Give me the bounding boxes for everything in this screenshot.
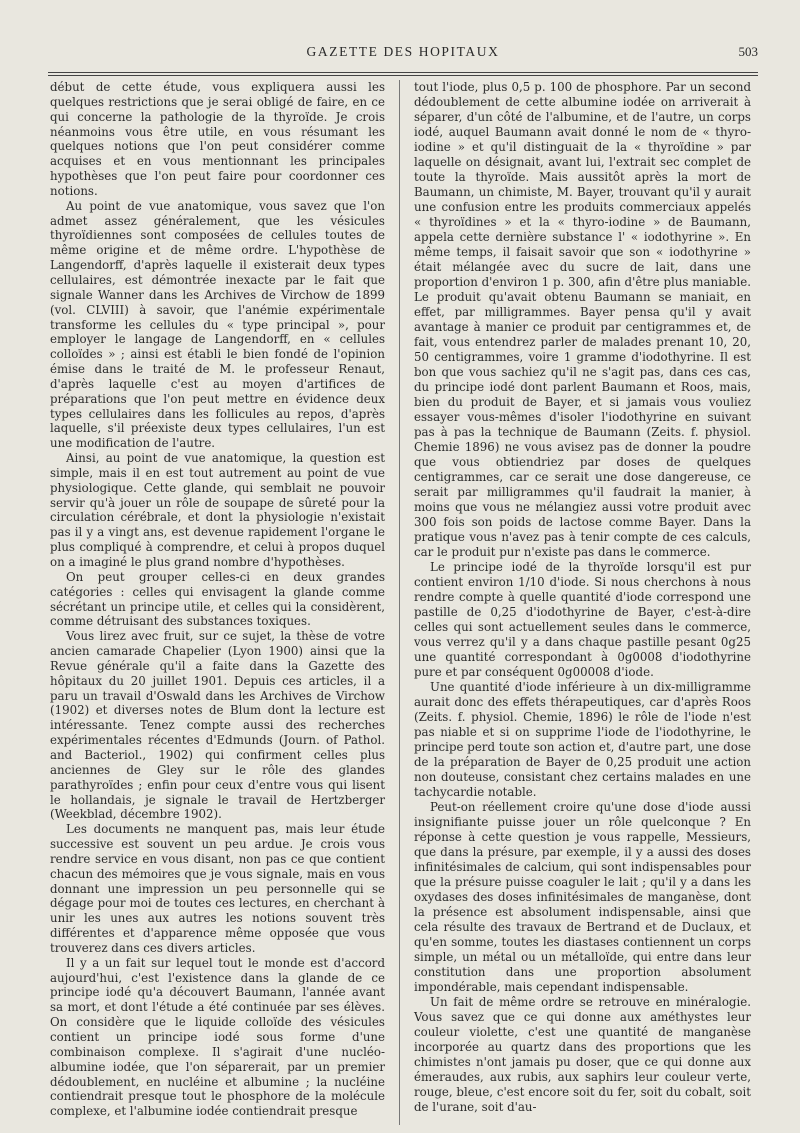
paragraph: On peut grouper celles-ci en deux grandes catégories : celles qui envisagent la glande comme sécrétant un principe utile, et celles qui la considèrent, comme détruisant des substances toxiques. — [50, 569, 385, 629]
journal-title: GAZETTE DES HOPITAUX — [306, 44, 500, 59]
left-column — [50, 80, 385, 1119]
paragraph: Un fait de même ordre se retrouve en minéralogie. Vous savez que ce qui donne aux améthystes leur couleur violette, c'est une quantité de manganèse incorporée au quartz dans des proportions que les chimistes n'ont jamais pu doser, que ce qui donne aux émeraudes, aux rubis, aux saphirs leur couleur verte, rouge, bleue, c'est encore soit du fer, soit du cobalt, soit de l'urane, soit d'au- — [414, 995, 751, 1114]
header-rule — [48, 72, 758, 76]
column-divider — [399, 80, 400, 1125]
paragraph: Peut-on réellement croire qu'une dose d'iode aussi insignifiante puisse jouer un rôle quelconque ? En réponse à cette question je vous rappelle, Messieurs, que dans la présure, par exemple, il y a aussi des doses infinitésimales de calcium, qui sont indispensables pour que la présure puisse coaguler le lait ; qu'il y a dans les oxydases des doses infinitésimales de manganèse, dont la présence est absolument indispensable, ainsi que cela résulte des travaux de Bertrand et de Duclaux, et qu'en somme, toutes les diastases contiennent un corps simple, un métal ou un métalloïde, qui entre dans leur constitution dans une proportion absolument impondérable, mais cependant indispensable. — [414, 800, 751, 994]
paragraph: Une quantité d'iode inférieure à un dix-milligramme aurait donc des effets thérapeutiques, car d'après Roos (Zeits. f. physiol. Chemie, 1896) le rôle de l'iode n'est pas niable et si on supprime l'iode de l'iodothyrine, le principe perd toute son action et, d'autre part, une dose de la préparation de Bayer de 0,25 produit une action non douteuse, consistant chez certains malades en une tachycardie notable. — [414, 680, 751, 799]
paragraph: début de cette étude, vous expliquera aussi les quelques restrictions que je serai obligé de faire, en ce qui concerne la pathologie de la thyroïde. Je crois néanmoins vous être utile, en vous résumant les quelques notions que l'on peut considérer comme acquises et en vous mentionnant les principales hypothèses que l'on peut faire pour coordonner ces notions. — [50, 80, 385, 198]
page-number: 503 — [738, 44, 758, 59]
paragraph: Les documents ne manquent pas, mais leur étude successive est souvent un peu ardue. Je crois vous rendre service en vous disant, non pas ce que contient chacun des mémoires que je vous signale, mais en vous donnant une impression un peu personnelle qui se dégage pour moi de toutes ces lectures, en cherchant à unir les unes aux autres les notions souvent très différentes et d'apparence même opposée que vous trouverez dans ces divers articles. — [50, 822, 385, 955]
paragraph: Au point de vue anatomique, vous savez que l'on admet assez généralement, que les vésicules thyroïdiennes sont composées de cellules toutes de même origine et de même ordre. L'hypothèse de Langendorff, d'après laquelle il existerait deux types cellulaires, est démontrée inexacte par le fait que signale Wanner dans les Archives de Virchow de 1899 (vol. CLVIII) à savoir, que l'anémie expérimentale transforme les cellules du « type principal », pour employer le langage de Langendorff, en « cellules colloïdes » ; ainsi est établi le bien fondé de l'opinion émise dans le traité de M. le professeur Renaut, d'après laquelle c'est au moyen d'artifices de préparations que l'on peut mettre en évidence deux types cellulaires dans les follicules au repos, d'après laquelle, s'il préexiste deux types cellulaires, l'un est une modification de l'autre. — [50, 198, 385, 451]
paragraph: Il y a un fait sur lequel tout le monde est d'accord aujourd'hui, c'est l'existence dans la glande de ce principe iodé qu'a découvert Baumann, l'année avant sa mort, et dont l'étude a été continuée par ses élèves. On considère que le liquide colloïde des vésicules contient un principe iodé sous forme d'une combinaison complexe. Il s'agirait d'une nucléo-albumine iodée, que l'on séparerait, par un premier dédoublement, en nucléine et albumine ; la nucléine contiendrait presque tout le phosphore de la molécule complexe, et l'albumine iodée contiendrait presque — [50, 955, 385, 1119]
right-column — [414, 80, 751, 1115]
paragraph: Vous lirez avec fruit, sur ce sujet, la thèse de votre ancien camarade Chapelier (Lyon 1900) ainsi que la Revue générale qu'il a faite dans la Gazette des hôpitaux du 20 juillet 1901. Depuis ces articles, il a paru un travail d'Oswald dans les Archives de Virchow (1902) et diverses notes de Blum dont la lecture est intéressante. Tenez compte aussi des recherches expérimentales récentes d'Edmunds (Journ. of Pathol. and Bacteriol., 1902) qui confirment celles plus anciennes de Gley sur le rôle des glandes parathyroïdes ; enfin pour ceux d'entre vous qui lisent le hollandais, je signale le travail de Hertzberger (Weekblad, décembre 1902). — [50, 629, 385, 822]
page-header — [48, 44, 758, 66]
paragraph: Ainsi, au point de vue anatomique, la question est simple, mais il en est tout autrement au point de vue physiologique. Cette glande, qui semblait ne pouvoir servir qu'à jouer un rôle de soupape de sûreté pour la circulation cérébrale, et dont la physiologie n'existait pas il y a vingt ans, est devenue rapidement l'organe le plus compliqué à comprendre, et celui à propos duquel on a imaginé le plus grand nombre d'hypothèses. — [50, 451, 385, 569]
paragraph: tout l'iode, plus 0,5 p. 100 de phosphore. Par un second dédoublement de cette albumine iodée on arriverait à séparer, d'un côté de l'albumine, et de l'autre, un corps iodé, auquel Baumann avait donné le nom de « thyro-iodine » et qu'il distinguait de la « thyroïdine » par laquelle on désignait, avant lui, l'extrait sec complet de toute la thyroïde. Mais aussitôt après la mort de Baumann, un chimiste, M. Bayer, trouvant qu'il y aurait une confusion entre les produits commerciaux appelés « thyroïdines » et la « thyro-iodine » de Baumann, appela cette dernière substance l' « iodothyrine ». En même temps, il faisait savoir que son « iodothyrine » était mélangée avec du sucre de lait, dans une proportion d'environ 1 p. 300, afin d'être plus maniable. Le produit qu'avait obtenu Baumann se maniait, en effet, par milligrammes. Bayer pensa qu'il y avait avantage à manier ce produit par centigrammes et, de fait, vous entendrez parler de malades prenant 10, 20, 50 centigrammes, voire 1 gramme d'iodothyrine. Il est bon que vous sachiez qu'il ne s'agit pas, dans ces cas, du principe iodé dont parlent Baumann et Roos, mais, bien du produit de Bayer, et si jamais vous vouliez essayer vous-mêmes d'isoler l'iodothyrine en suivant pas à pas la technique de Baumann (Zeits. f. physiol. Chemie 1896) ne vous avisez pas de donner la poudre que vous obtiendriez par doses de quelques centigrammes, car ce serait une dose dangereuse, ce serait par milligrammes qu'il faudrait la manier, à moins que vous ne mélangiez aussi votre produit avec 300 fois son poids de lactose comme Bayer. Dans la pratique vous n'avez pas à tenir compte de ces calculs, car le produit pur n'existe pas dans le commerce. — [414, 80, 751, 559]
paragraph: Le principe iodé de la thyroïde lorsqu'il est pur contient environ 1/10 d'iode. Si nous cherchons à nous rendre compte à quelle quantité d'iode correspond une pastille de 0,25 d'iodothyrine de Bayer, c'est-à-dire celles qui sont actuellement seules dans le commerce, vous verrez qu'il y a dans chaque pastille pesant 0g25 une quantité correspondant à 0g0008 d'iodothyrine pure et par conséquent 0g00008 d'iode. — [414, 560, 751, 679]
